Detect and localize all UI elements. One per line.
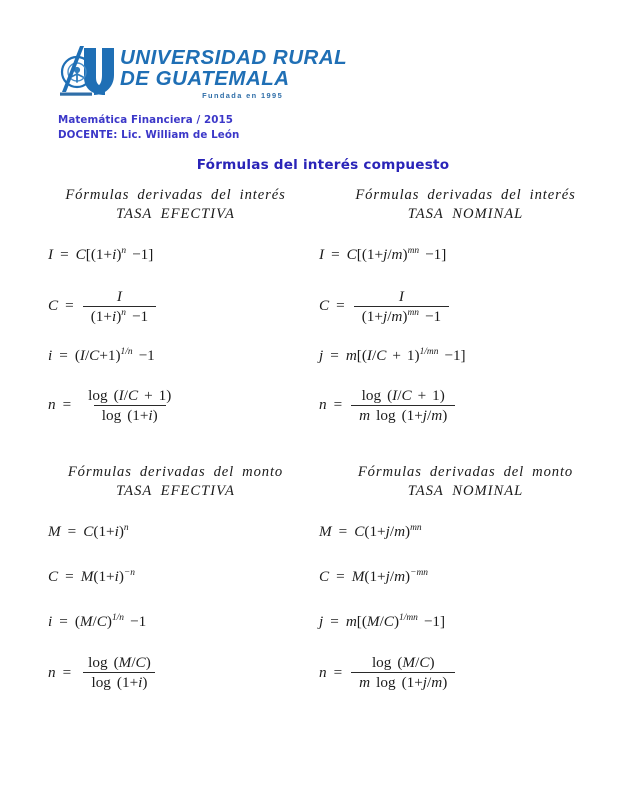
formula-lhs: n bbox=[48, 396, 56, 414]
heading-line-2: TASA EFECTIVA bbox=[116, 206, 235, 223]
formula-monto-nominal-M bbox=[319, 509, 612, 554]
formula-lhs: j bbox=[319, 347, 324, 364]
equals-sign: = bbox=[65, 297, 74, 315]
formula-monto-efectiva-M bbox=[48, 509, 303, 554]
equals-sign: = bbox=[338, 522, 348, 540]
formula-lhs: I bbox=[319, 246, 325, 263]
formula-rhs: $C[(1+i)^n -1]$ bbox=[75, 245, 154, 263]
section-heading-monto-efectiva bbox=[48, 463, 303, 502]
formula-rhs: $(I/C+1)^{1/n} -1$ bbox=[74, 346, 155, 364]
fraction-denominator: $(1+j/m)^{mn} -1$ bbox=[354, 306, 449, 326]
formula-lhs: j bbox=[319, 612, 324, 630]
equals-sign: = bbox=[59, 612, 68, 630]
fraction bbox=[351, 387, 455, 425]
formula-lhs: n bbox=[48, 663, 56, 681]
formula-lhs: C bbox=[48, 567, 59, 585]
equals-sign: = bbox=[330, 347, 339, 364]
formula-interes-efectiva-n bbox=[48, 377, 303, 435]
column-monto-tasa-efectiva bbox=[0, 463, 309, 703]
column-interes-tasa-nominal bbox=[309, 186, 618, 435]
formula-rhs: $C[(1+j/m)^{mn} -1]$ bbox=[346, 245, 447, 263]
fraction-denominator: m log (1+j/m) bbox=[351, 405, 455, 425]
formula-lhs: n bbox=[319, 396, 327, 414]
equals-sign: = bbox=[67, 522, 77, 540]
formula-lhs: M bbox=[48, 522, 61, 540]
fraction bbox=[351, 654, 455, 692]
formula-lhs: i bbox=[48, 347, 53, 364]
formula-rhs: $m[(M/C)^{1/mn} -1]$ bbox=[345, 612, 446, 630]
formula-rhs: $M(1+i)^{-n}$ bbox=[80, 567, 135, 585]
heading-line-1: Fórmulas derivadas del interés bbox=[65, 187, 286, 203]
equals-sign: = bbox=[60, 246, 69, 263]
logo-line-1: UNIVERSIDAD RURAL bbox=[120, 46, 348, 69]
formula-lhs: i bbox=[48, 612, 53, 630]
fraction-numerator: log (I/C + 1) bbox=[361, 386, 445, 404]
fraction-numerator: I bbox=[116, 287, 122, 305]
fraction-numerator: I bbox=[398, 287, 404, 305]
formula-monto-nominal-j bbox=[319, 599, 612, 644]
fraction bbox=[80, 387, 179, 425]
heading-line-1: Fórmulas derivadas del interés bbox=[355, 187, 576, 203]
formula-lhs: M bbox=[319, 522, 332, 540]
logo-line-2: DE GUATEMALA bbox=[120, 66, 290, 90]
formula-sheet bbox=[0, 186, 618, 702]
column-monto-tasa-nominal bbox=[309, 463, 618, 703]
university-logo bbox=[58, 44, 347, 100]
equals-sign: = bbox=[330, 612, 339, 630]
formula-interes-nominal-I bbox=[319, 233, 612, 278]
formula-interes-efectiva-C bbox=[48, 278, 303, 336]
formula-monto-efectiva-n bbox=[48, 644, 303, 702]
fraction bbox=[83, 288, 156, 326]
equals-sign: = bbox=[336, 297, 345, 315]
equals-sign: = bbox=[333, 396, 343, 414]
fraction-numerator: log (M/C) bbox=[88, 654, 151, 672]
fraction-denominator: $(1+i)^n -1$ bbox=[83, 306, 156, 326]
section-divider-space bbox=[0, 435, 618, 463]
course-meta bbox=[58, 113, 240, 143]
page-title: Fórmulas del interés compuesto bbox=[196, 157, 450, 173]
formula-monto-efectiva-i bbox=[48, 599, 303, 644]
formula-interes-nominal-n bbox=[319, 377, 612, 435]
formula-lhs: C bbox=[319, 297, 330, 315]
equals-sign: = bbox=[62, 396, 72, 414]
section-heading-interes-efectiva bbox=[48, 186, 303, 225]
heading-line-2: TASA EFECTIVA bbox=[116, 482, 235, 499]
formula-rhs: $M(1+j/m)^{-mn}$ bbox=[351, 567, 428, 585]
formula-rhs: $(M/C)^{1/n} -1$ bbox=[74, 612, 147, 630]
equals-sign: = bbox=[65, 567, 74, 585]
formula-rhs: $C(1+j/m)^{mn}$ bbox=[354, 522, 422, 540]
section-heading-monto-nominal bbox=[319, 463, 612, 502]
fraction-numerator: log (M/C) bbox=[371, 654, 435, 672]
logo-tagline: Fundada en 1995 bbox=[202, 90, 284, 100]
equals-sign: = bbox=[331, 246, 340, 263]
formula-rhs: $m[(I/C + 1)^{1/mn} -1]$ bbox=[345, 346, 466, 364]
section-monto bbox=[0, 463, 618, 703]
fraction bbox=[80, 654, 159, 692]
section-heading-interes-nominal bbox=[319, 186, 612, 225]
formula-interes-efectiva-i bbox=[48, 336, 303, 377]
fraction-numerator: log (I/C + 1) bbox=[88, 386, 172, 404]
equals-sign: = bbox=[336, 567, 345, 585]
university-crest-icon bbox=[58, 44, 116, 100]
formula-monto-nominal-C bbox=[319, 554, 612, 599]
formula-lhs: C bbox=[48, 297, 59, 315]
formula-lhs: n bbox=[319, 663, 327, 681]
formula-monto-nominal-n bbox=[319, 644, 612, 702]
formula-lhs: I bbox=[48, 246, 54, 263]
formula-interes-nominal-C bbox=[319, 278, 612, 336]
formula-interes-nominal-j bbox=[319, 336, 612, 377]
heading-line-1: Fórmulas derivadas del monto bbox=[357, 463, 574, 480]
heading-line-2: TASA NOMINAL bbox=[407, 482, 524, 499]
course-line: Matemática Financiera / 2015 bbox=[58, 114, 234, 126]
formula-rhs: $C(1+i)^n$ bbox=[83, 522, 129, 540]
formula-monto-efectiva-C bbox=[48, 554, 303, 599]
fraction-denominator: log (1+i) bbox=[83, 672, 155, 692]
column-interes-tasa-efectiva bbox=[0, 186, 309, 435]
equals-sign: = bbox=[62, 663, 72, 681]
fraction-denominator: m log (1+j/m) bbox=[351, 672, 455, 692]
teacher-line: DOCENTE: Lic. William de León bbox=[58, 128, 240, 141]
fraction-denominator: log (1+i) bbox=[94, 405, 166, 425]
fraction bbox=[354, 288, 449, 326]
heading-line-1: Fórmulas derivadas del monto bbox=[67, 463, 284, 480]
formula-interes-efectiva-I bbox=[48, 233, 303, 278]
equals-sign: = bbox=[59, 347, 68, 364]
formula-lhs: C bbox=[319, 567, 330, 585]
heading-line-2: TASA NOMINAL bbox=[407, 206, 524, 223]
equals-sign: = bbox=[333, 663, 343, 681]
section-interes bbox=[0, 186, 618, 435]
